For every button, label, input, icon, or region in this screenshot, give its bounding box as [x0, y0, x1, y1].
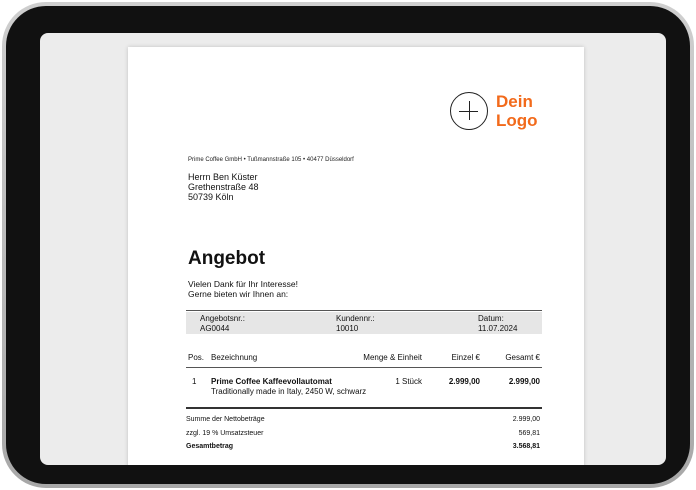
gross-total-label: Gesamtbetrag — [186, 443, 234, 450]
divider-top — [186, 310, 542, 311]
table-header — [186, 353, 542, 363]
recipient-city: 50739 Köln — [188, 192, 234, 202]
sender-address-line: Prime Coffee GmbH • Tußmannstraße 105 • 40477 Düsseldorf — [188, 157, 354, 163]
plus-circle-icon — [450, 92, 488, 130]
offer-number-block — [200, 314, 245, 333]
date-value: 11.07.2024 — [478, 323, 518, 333]
intro-line-1: Vielen Dank für Ihr Interesse! — [188, 279, 298, 289]
header-pos: Pos. — [188, 353, 205, 362]
header-unit-price: Einzel € — [451, 353, 480, 362]
row-pos: 1 — [192, 377, 197, 386]
row-quantity: 1 Stück — [395, 377, 422, 386]
date-block — [478, 314, 517, 333]
vat-label: zzgl. 19 % Umsatzsteuer — [186, 430, 264, 437]
logo-line-2: Logo — [496, 111, 538, 130]
header-description: Bezeichnung — [211, 353, 258, 362]
offer-document — [128, 47, 584, 465]
tablet-frame — [2, 2, 694, 488]
intro-text — [188, 279, 298, 299]
row-description — [211, 377, 366, 397]
gross-total-value: 3.568,81 — [512, 443, 540, 450]
net-total-value: 2.999,00 — [512, 416, 540, 423]
logo-text — [496, 92, 556, 130]
customer-number-label: Kundennr.: — [336, 314, 375, 323]
customer-number-block — [336, 314, 375, 333]
row-total: 2.999,00 — [508, 377, 540, 386]
header-total: Gesamt € — [505, 353, 540, 362]
tablet-bezel — [6, 6, 690, 484]
recipient-name: Herrn Ben Küster — [188, 172, 258, 182]
row-item-detail: Traditionally made in Italy, 2450 W, schwarz — [211, 387, 367, 396]
document-title: Angebot — [188, 248, 266, 269]
row-unit-price: 2.999,00 — [448, 377, 480, 386]
date-label: Datum: — [478, 314, 504, 323]
tablet-screen — [40, 33, 666, 465]
offer-number-value: AG0044 — [200, 323, 230, 333]
customer-number-value: 10010 — [336, 323, 359, 333]
offer-number-label: Angebotsnr.: — [200, 314, 245, 323]
header-quantity: Menge & Einheit — [363, 353, 422, 362]
intro-line-2: Gerne bieten wir Ihnen an: — [188, 289, 289, 299]
logo-line-1: Dein — [496, 92, 533, 111]
offer-meta-box — [186, 312, 542, 334]
recipient-street: Grethenstraße 48 — [188, 182, 259, 192]
net-total-label: Summe der Nettobeträge — [186, 416, 265, 423]
divider-header — [186, 367, 542, 368]
divider-items-end — [186, 407, 542, 409]
row-item-name: Prime Coffee Kaffeevollautomat — [211, 377, 332, 386]
recipient-address — [188, 172, 259, 202]
vat-value: 569,81 — [518, 430, 540, 437]
